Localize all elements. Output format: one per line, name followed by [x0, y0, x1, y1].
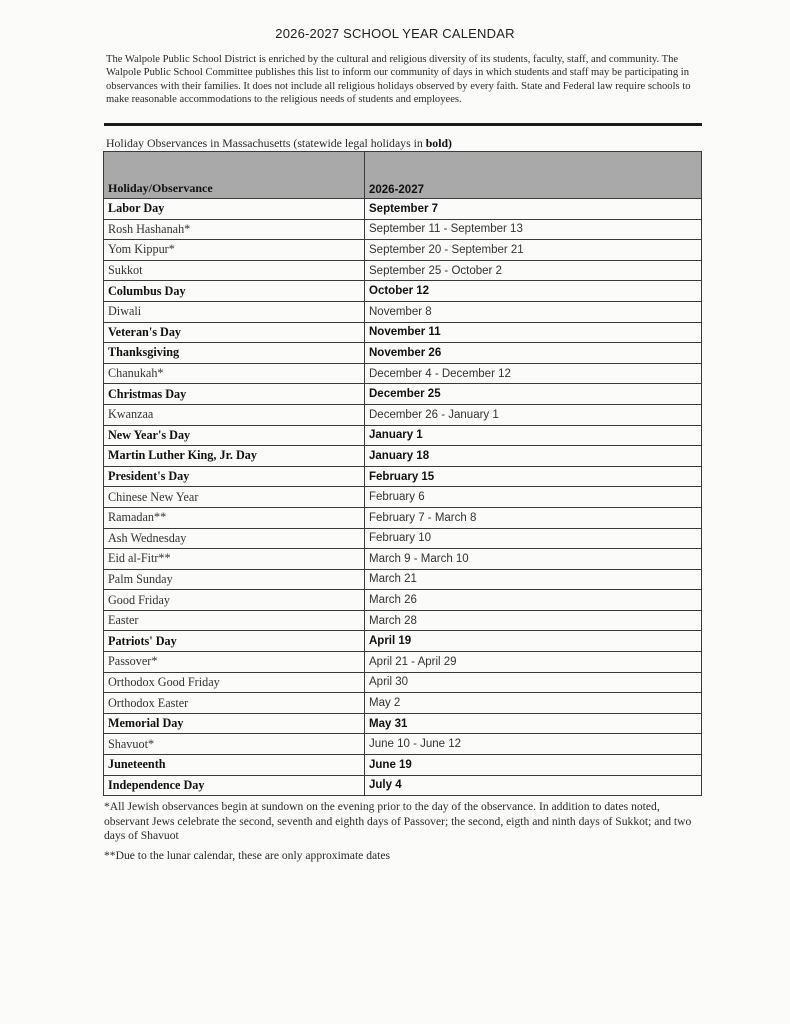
holiday-date: April 21 - April 29 — [365, 652, 702, 673]
holiday-date: April 30 — [365, 672, 702, 693]
holiday-name: Martin Luther King, Jr. Day — [104, 446, 365, 467]
footnote-jewish: *All Jewish observances begin at sundown on the evening prior to the day of the observance. In addition to dates noted, observant Jews celebrate the second, seventh and eighth days of Passover; the second, eigth and ninth days of Sukkot; and two days of Shavuot — [104, 800, 692, 842]
holiday-date: May 31 — [365, 713, 702, 734]
holiday-name: Patriots' Day — [104, 631, 365, 652]
holiday-date: December 26 - January 1 — [365, 404, 702, 425]
holiday-name: Ramadan** — [104, 507, 365, 528]
holiday-name: Labor Day — [104, 199, 365, 220]
holiday-table — [103, 151, 702, 796]
holiday-date: April 19 — [365, 631, 702, 652]
holiday-name: Chanukah* — [104, 363, 365, 384]
table-caption-bold: bold) — [425, 136, 452, 150]
holiday-date: January 18 — [365, 446, 702, 467]
holiday-date: January 1 — [365, 425, 702, 446]
holiday-date: February 15 — [365, 466, 702, 487]
holiday-name: Yom Kippur* — [104, 240, 365, 261]
table-row — [104, 425, 702, 446]
holiday-name: Shavuot* — [104, 734, 365, 755]
holiday-date: December 25 — [365, 384, 702, 405]
table-row — [104, 363, 702, 384]
table-row — [104, 672, 702, 693]
holiday-date: February 7 - March 8 — [365, 507, 702, 528]
table-row — [104, 446, 702, 467]
holiday-date: December 4 - December 12 — [365, 363, 702, 384]
holiday-name: Orthodox Good Friday — [104, 672, 365, 693]
holiday-name: Memorial Day — [104, 713, 365, 734]
table-row — [104, 384, 702, 405]
table-row — [104, 260, 702, 281]
holiday-date: June 10 - June 12 — [365, 734, 702, 755]
page-title: 2026-2027 SCHOOL YEAR CALENDAR — [275, 26, 515, 41]
holiday-date: February 6 — [365, 487, 702, 508]
table-row — [104, 590, 702, 611]
header-holiday: Holiday/Observance — [104, 152, 365, 199]
holiday-date: March 21 — [365, 569, 702, 590]
holiday-name: Kwanzaa — [104, 404, 365, 425]
table-caption-text: Holiday Observances in Massachusetts (statewide legal holidays in — [106, 136, 426, 150]
footnote-lunar: **Due to the lunar calendar, these are only approximate dates — [104, 848, 391, 862]
table-row — [104, 734, 702, 755]
holiday-date: November 26 — [365, 343, 702, 364]
table-row — [104, 219, 702, 240]
table-row — [104, 466, 702, 487]
holiday-name: Passover* — [104, 652, 365, 673]
table-row — [104, 507, 702, 528]
holiday-date: November 11 — [365, 322, 702, 343]
holiday-name: Ash Wednesday — [104, 528, 365, 549]
holiday-name: Good Friday — [104, 590, 365, 611]
holiday-date: September 25 - October 2 — [365, 260, 702, 281]
holiday-date: November 8 — [365, 301, 702, 322]
table-row — [104, 404, 702, 425]
table-row — [104, 549, 702, 570]
holiday-date: July 4 — [365, 775, 702, 796]
holiday-name: Sukkot — [104, 260, 365, 281]
table-row — [104, 652, 702, 673]
footnotes — [104, 800, 694, 868]
holiday-date: March 28 — [365, 610, 702, 631]
holiday-name: Juneteenth — [104, 755, 365, 776]
table-row — [104, 281, 702, 302]
intro-paragraph: The Walpole Public School District is enriched by the cultural and religious diversity of its students, faculty, staff, and community. The Walpole Public School Committee publishes this list to inform our community of days in which students and staff may be participating in observances with their families. It does not include all religious holidays observed by every faith. State and Federal law require schools to make reasonable accommodations to the religious needs of students and employees. — [106, 54, 691, 106]
holiday-date: February 10 — [365, 528, 702, 549]
holiday-date: March 9 - March 10 — [365, 549, 702, 570]
holiday-date: September 20 - September 21 — [365, 240, 702, 261]
holiday-date: October 12 — [365, 281, 702, 302]
holiday-name: Columbus Day — [104, 281, 365, 302]
holiday-name: Thanksgiving — [104, 343, 365, 364]
holiday-name: Independence Day — [104, 775, 365, 796]
header-year: 2026-2027 — [365, 152, 702, 199]
table-row — [104, 487, 702, 508]
holiday-name: Easter — [104, 610, 365, 631]
table-row — [104, 343, 702, 364]
table-row — [104, 199, 702, 220]
table-row — [104, 775, 702, 796]
table-row — [104, 693, 702, 714]
holiday-name: Christmas Day — [104, 384, 365, 405]
table-row — [104, 610, 702, 631]
table-row — [104, 713, 702, 734]
table-header-row — [104, 152, 702, 199]
holiday-name: Eid al-Fitr** — [104, 549, 365, 570]
divider-rule — [104, 123, 702, 126]
table-row — [104, 569, 702, 590]
holiday-name: Chinese New Year — [104, 487, 365, 508]
table-caption — [106, 136, 702, 151]
table-row — [104, 240, 702, 261]
holiday-name: Rosh Hashanah* — [104, 219, 365, 240]
table-row — [104, 528, 702, 549]
table-row — [104, 301, 702, 322]
holiday-name: Palm Sunday — [104, 569, 365, 590]
holiday-date: September 7 — [365, 199, 702, 220]
holiday-name: Veteran's Day — [104, 322, 365, 343]
holiday-date: May 2 — [365, 693, 702, 714]
holiday-name: New Year's Day — [104, 425, 365, 446]
table-body — [104, 199, 702, 796]
table-row — [104, 322, 702, 343]
table-row — [104, 755, 702, 776]
holiday-name: Orthodox Easter — [104, 693, 365, 714]
holiday-date: September 11 - September 13 — [365, 219, 702, 240]
holiday-name: President's Day — [104, 466, 365, 487]
table-row — [104, 631, 702, 652]
holiday-name: Diwali — [104, 301, 365, 322]
holiday-date: March 26 — [365, 590, 702, 611]
holiday-date: June 19 — [365, 755, 702, 776]
